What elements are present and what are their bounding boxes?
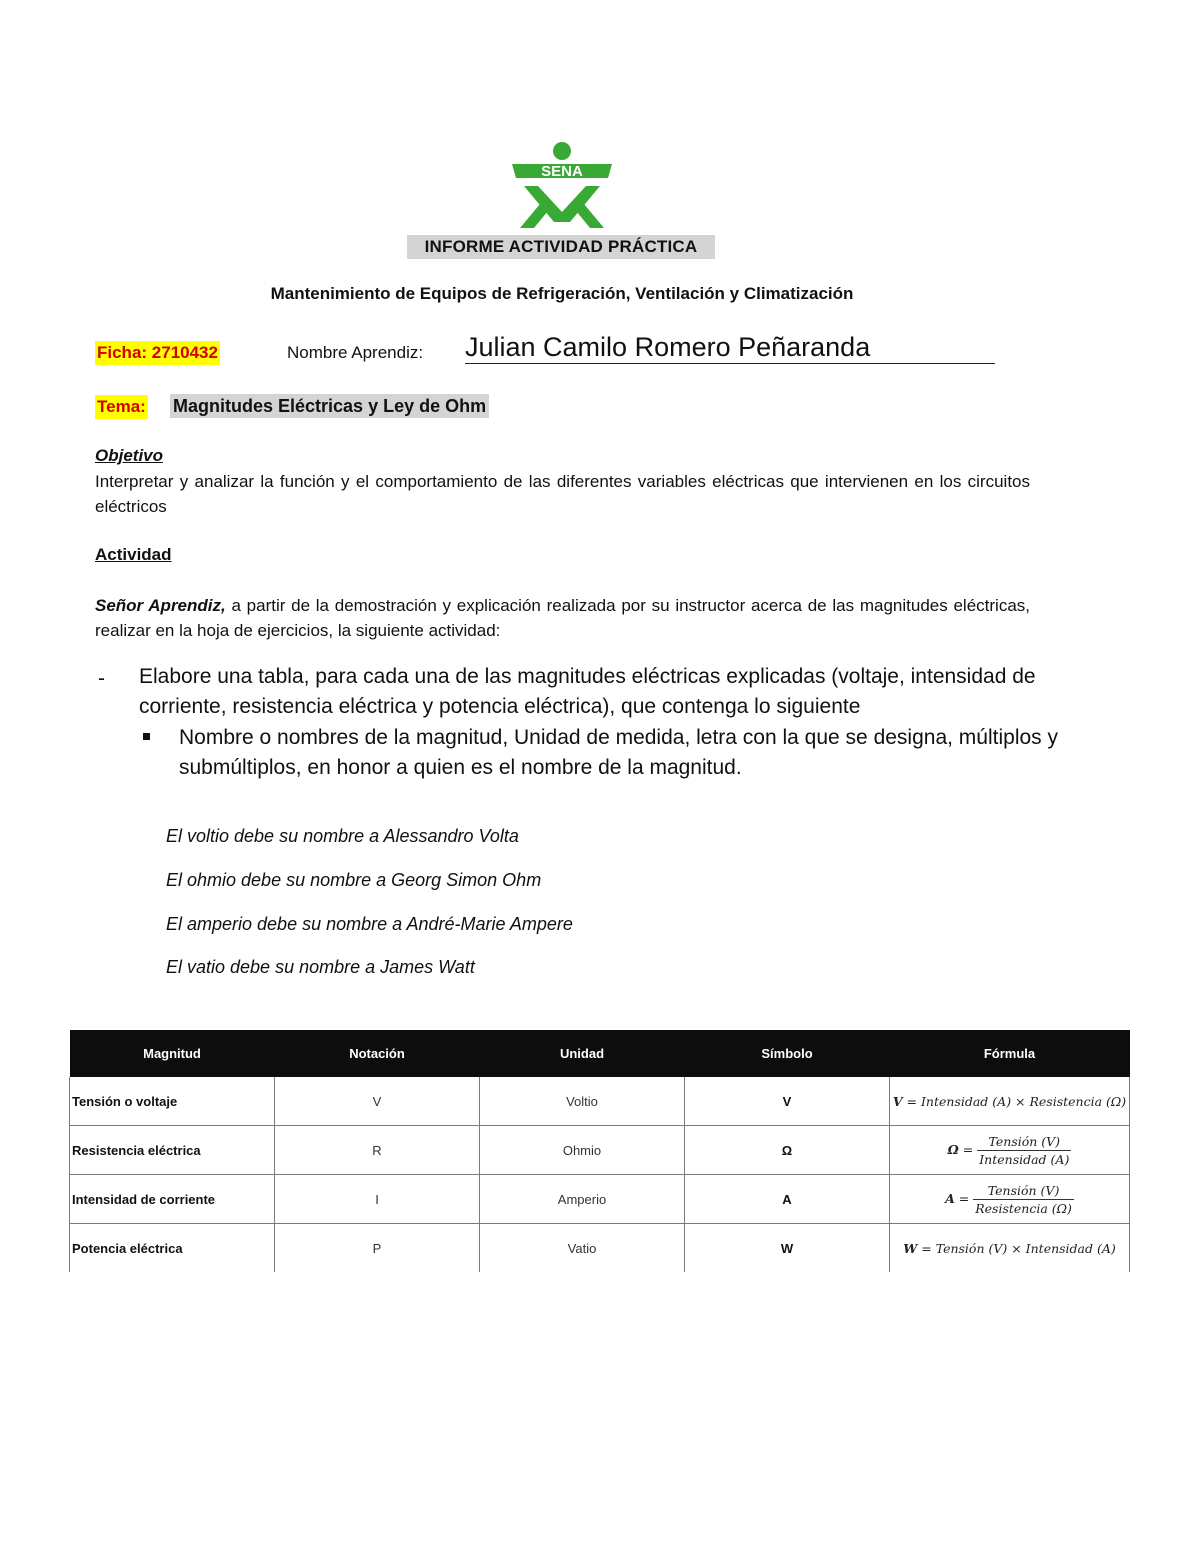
table-row	[70, 1224, 1130, 1273]
intro-rest: a partir de la demostración y explicación realizada por su instructor acerca de las magnitudes eléctricas, realizar en la hoja de ejercicios, la siguiente actividad:	[95, 596, 1030, 640]
document-title: INFORME ACTIVIDAD PRÁCTICA	[407, 235, 715, 259]
cell-magnitud: Intensidad de corriente	[70, 1175, 275, 1224]
formula-numerator: Tensión (V)	[973, 1183, 1074, 1200]
cell-simbolo: V	[685, 1077, 890, 1126]
square-bullet-icon	[143, 733, 150, 740]
header-unidad: Unidad	[480, 1030, 685, 1077]
formula-fraction	[973, 1183, 1074, 1216]
cell-unidad: Vatio	[480, 1224, 685, 1273]
cell-simbolo: W	[685, 1224, 890, 1273]
cell-simbolo: A	[685, 1175, 890, 1224]
cell-magnitud: Potencia eléctrica	[70, 1224, 275, 1273]
tema-value: Magnitudes Eléctricas y Ley de Ohm	[170, 394, 489, 418]
activity-intro	[95, 593, 1030, 643]
cell-notacion: I	[275, 1175, 480, 1224]
cell-unidad: Amperio	[480, 1175, 685, 1224]
magnitudes-table	[69, 1030, 1130, 1272]
cell-formula	[890, 1077, 1130, 1126]
formula-lead: W	[903, 1240, 918, 1256]
header-formula: Fórmula	[890, 1030, 1130, 1077]
table-row	[70, 1175, 1130, 1224]
name-field: Julian Camilo Romero Peñaranda	[465, 331, 995, 364]
table-row	[70, 1077, 1130, 1126]
formula-denominator: Intensidad (A)	[979, 1151, 1070, 1167]
table-header-row	[70, 1030, 1130, 1077]
objective-text: Interpretar y analizar la función y el comportamiento de las diferentes variables eléctricas que intervienen en los circuitos eléctricos	[95, 472, 1030, 516]
note-ohmio: El ohmio debe su nombre a Georg Simon Ohm	[166, 870, 542, 890]
cell-notacion: P	[275, 1224, 480, 1273]
sena-logo	[508, 140, 616, 232]
bullet-item-contents: Nombre o nombres de la magnitud, Unidad de medida, letra con la que se designa, múltiplos y submúltiplos, en honor a quien es el nombre de la magnitud.	[179, 726, 1058, 779]
objective-heading: Objetivo	[95, 446, 164, 465]
cell-unidad: Voltio	[480, 1077, 685, 1126]
note-vatio: El vatio debe su nombre a James Watt	[166, 957, 475, 977]
cell-notacion: R	[275, 1126, 480, 1175]
cell-formula	[890, 1224, 1130, 1273]
formula-lead: A	[945, 1190, 955, 1206]
formula-rest: = Tensión (V) × Intensidad (A)	[917, 1240, 1116, 1256]
note-amperio: El amperio debe su nombre a André-Marie Ampere	[166, 914, 573, 934]
program-title: Mantenimiento de Equipos de Refrigeración, Ventilación y Climatización	[270, 284, 854, 303]
formula-eq: =	[954, 1190, 974, 1206]
table-row	[70, 1126, 1130, 1175]
header-magnitud: Magnitud	[70, 1030, 275, 1077]
cell-unidad: Ohmio	[480, 1126, 685, 1175]
ficha-badge: Ficha: 2710432	[95, 341, 220, 365]
activity-heading: Actividad	[95, 545, 172, 564]
formula-numerator: Tensión (V)	[977, 1134, 1071, 1151]
name-label: Nombre Aprendiz:	[287, 343, 424, 362]
cell-simbolo: Ω	[685, 1126, 890, 1175]
formula-lead: Ω	[947, 1141, 959, 1157]
formula-fraction	[977, 1134, 1071, 1167]
cell-notacion: V	[275, 1077, 480, 1126]
cell-magnitud: Resistencia eléctrica	[70, 1126, 275, 1175]
cell-formula	[890, 1126, 1130, 1175]
header-notacion: Notación	[275, 1030, 480, 1077]
formula-denominator: Resistencia (Ω)	[975, 1200, 1072, 1216]
cell-formula	[890, 1175, 1130, 1224]
formula-lead: V	[892, 1093, 903, 1109]
note-voltio: El voltio debe su nombre a Alessandro Volta	[166, 826, 519, 846]
header-simbolo: Símbolo	[685, 1030, 890, 1077]
sena-logo-icon	[508, 140, 616, 232]
svg-text:SENA: SENA	[541, 163, 583, 180]
intro-lead: Señor Aprendiz,	[95, 596, 226, 615]
cell-magnitud: Tensión o voltaje	[70, 1077, 275, 1126]
tema-label: Tema:	[95, 395, 148, 419]
formula-rest: = Intensidad (A) × Resistencia (Ω)	[902, 1093, 1127, 1109]
bullet-item-table: Elabore una tabla, para cada una de las magnitudes eléctricas explicadas (voltaje, intensidad de corriente, resistencia eléctrica y potencia eléctrica), que contenga lo siguiente	[139, 665, 1036, 718]
dash-marker: -	[98, 667, 105, 690]
formula-eq: =	[958, 1141, 978, 1157]
